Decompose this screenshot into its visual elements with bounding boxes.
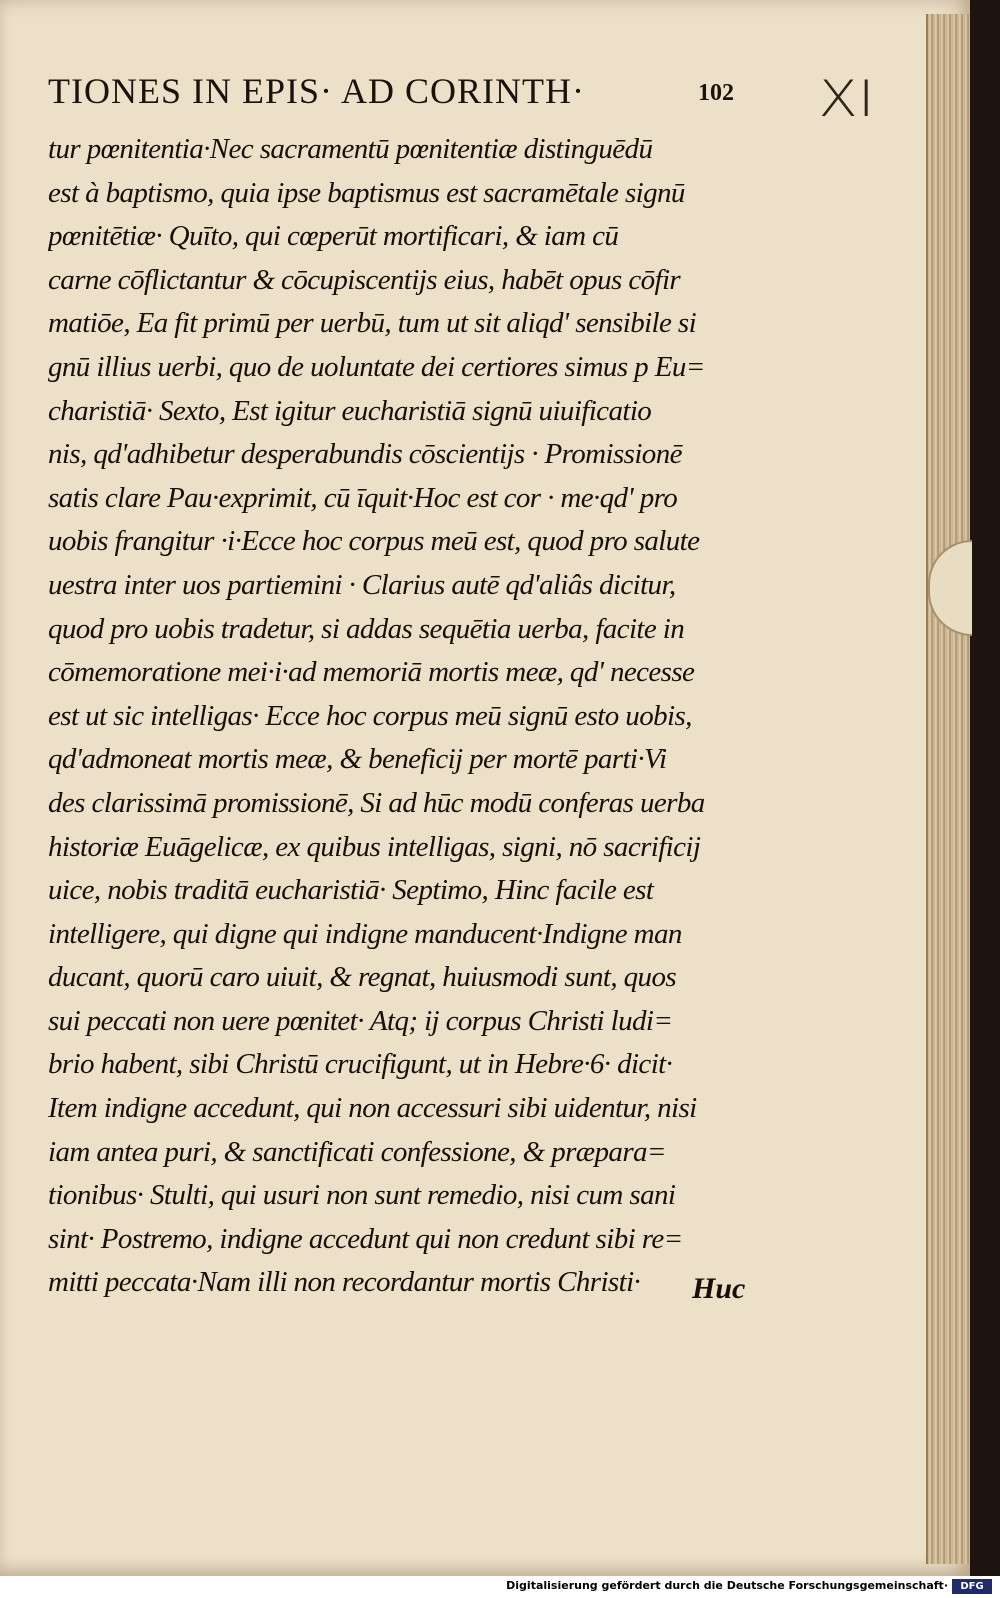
text-line: uobis frangitur ·i·Ecce hoc corpus meū est, quod pro salute [48,525,700,558]
text-line: gnū illius uerbi, quo de uoluntate dei certiores simus p Eu= [48,350,705,383]
text-line: brio habent, sibi Christū crucifigunt, ut in Hebre·6· dicit· [48,1048,673,1081]
text-line: qd'admoneat mortis meæ, & beneficij per mortē parti·Vi [48,743,667,776]
text-line: matiōe, Ea fit primū per uerbū, tum ut sit aliqd' sensibile si [48,307,697,340]
text-line: uestra inter uos partiemini · Clarius autē qd'aliâs dicitur, [48,568,676,601]
catchword: Huc [692,1272,746,1305]
text-line: est ut sic intelligas· Ecce hoc corpus meū signū esto uobis, [48,699,692,732]
folio-number: 102 [698,80,734,106]
text-line: mitti peccata·Nam illi non recordantur mortis Christi· [48,1266,641,1299]
text-line: satis clare Pau·exprimit, cū īquit·Hoc est cor · me·qd' pro [48,481,678,514]
running-head: TIONES IN EPIS· AD CORINTH· [48,71,585,111]
text-line: sui peccati non uere pœnitet· Atq; ij corpus Christi ludi= [48,1004,673,1037]
text-line: pœnitētiæ· Quīto, qui cœperūt mortificari, & iam cū [48,220,619,253]
text-line: historiæ Euāgelicæ, ex quibus intelligas, signi, nō sacrificij [48,830,701,863]
margin-note-handwritten: XI [818,70,875,128]
digitization-footer [0,1576,1000,1598]
dfg-logo-icon: DFG [952,1579,992,1594]
page-edge-stack [926,14,970,1564]
text-line: tur pœnitentia·Nec sacramentū pœnitentiæ distinguēdū [48,133,653,165]
text-line: iam antea puri, & sanctificati confessione, & præpara= [48,1135,666,1168]
body-text [48,128,768,1305]
text-line: uice, nobis traditā eucharistiā· Septimo, Hinc facile est [48,874,654,907]
text-line: nis, qd'adhibetur desperabundis cōscientijs · Promissionē [48,438,682,471]
text-line: des clarissimā promissionē, Si ad hūc modū conferas uerba [48,786,705,819]
text-line: charistiā· Sexto, Est igitur eucharistiā signū uiuificatio [48,394,652,427]
text-line: cōmemoratione mei·i·ad memoriā mortis meæ, qd' necesse [48,656,695,689]
text-line: est à baptismo, quia ipse baptismus est sacramētale signū [48,176,685,209]
footer-credit: Digitalisierung gefördert durch die Deutsche Forschungsgemeinschaft· [506,1579,948,1592]
text-line: quod pro uobis tradetur, si addas sequētia uerba, facite in [48,612,685,645]
text-line: intelligere, qui digne qui indigne manducent·Indigne man [48,917,682,950]
text-line: carne cōflictantur & cōcupiscentijs eius, habēt opus cōfir [48,263,681,296]
text-line: Item indigne accedunt, qui non accessuri sibi uidentur, nisi [48,1092,697,1125]
text-line: tionibus· Stulti, qui usuri non sunt remedio, nisi cum sani [48,1179,676,1212]
text-line: ducant, quorū caro uiuit, & regnat, huiusmodi sunt, quos [48,961,677,994]
text-line: sint· Postremo, indigne accedunt qui non credunt sibi re= [48,1222,683,1255]
